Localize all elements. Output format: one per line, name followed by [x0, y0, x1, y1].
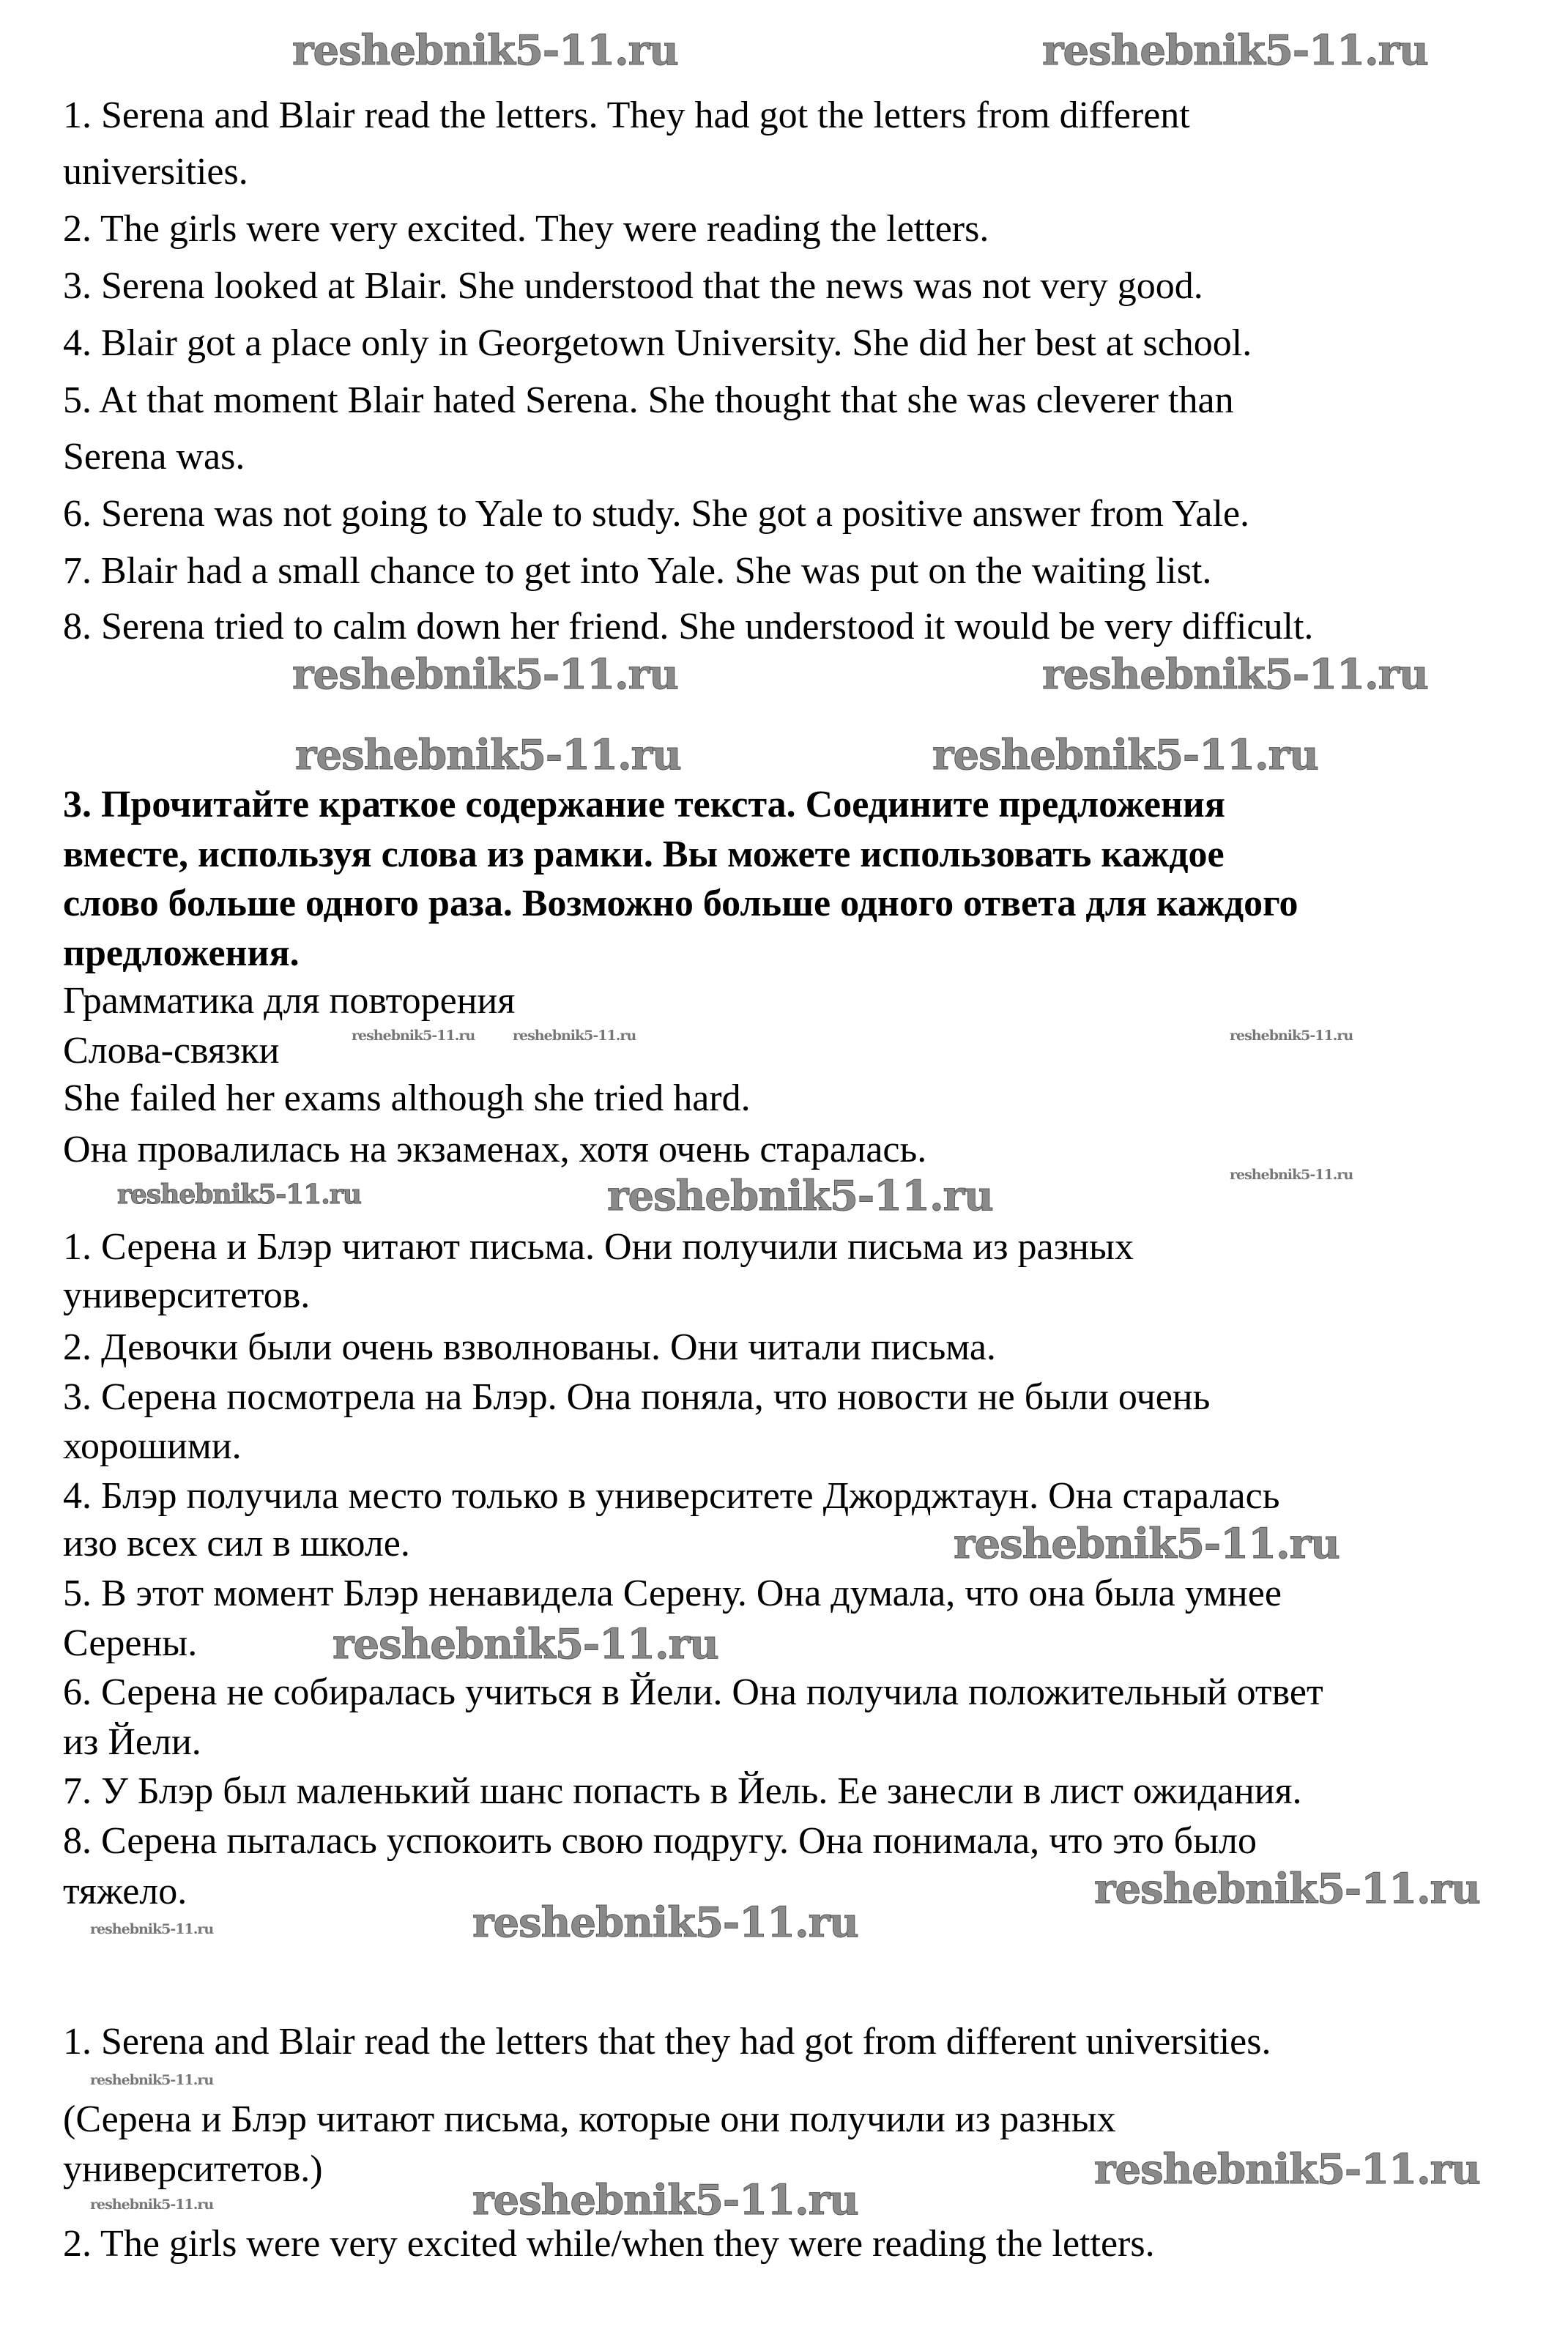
watermark: reshebnik5-11.ru	[472, 1898, 858, 1947]
grammar-note-line: Грамматика для повторения	[63, 980, 516, 1022]
exercise-sentence: universities.	[63, 151, 248, 193]
grammar-note-line: Слова-связки	[63, 1030, 280, 1072]
exercise-sentence: 4. Blair got a place only in Georgetown University. She did her best at school.	[63, 322, 1252, 364]
watermark: reshebnik5-11.ru	[932, 731, 1318, 779]
answer-sentence: (Серена и Блэр читают письма, которые они получили из разных	[63, 2098, 1116, 2140]
watermark: reshebnik5-11.ru	[292, 26, 678, 75]
watermark: reshebnik5-11.ru	[117, 1179, 361, 1210]
task-heading-line: предложения.	[63, 932, 300, 974]
grammar-note-line: Она провалилась на экзаменах, хотя очень старалась.	[63, 1129, 927, 1170]
watermark: reshebnik5-11.ru	[1094, 1865, 1480, 1913]
watermark: reshebnik5-11.ru	[954, 1520, 1340, 1568]
watermark: reshebnik5-11.ru	[332, 1620, 718, 1668]
translation-sentence: 7. У Блэр был маленький шанс попасть в Йель. Ее занесли в лист ожидания.	[63, 1770, 1302, 1812]
translation-sentence: 3. Серена посмотрела на Блэр. Она поняла, что новости не были очень	[63, 1376, 1211, 1418]
exercise-sentence: 2. The girls were very excited. They were reading the letters.	[63, 208, 989, 250]
watermark: reshebnik5-11.ru	[352, 1028, 475, 1044]
watermark: reshebnik5-11.ru	[607, 1172, 993, 1220]
watermark: reshebnik5-11.ru	[1042, 26, 1428, 75]
watermark: reshebnik5-11.ru	[513, 1028, 636, 1044]
exercise-sentence: 1. Serena and Blair read the letters. They had got the letters from different	[63, 94, 1190, 136]
watermark: reshebnik5-11.ru	[1094, 2145, 1480, 2194]
exercise-sentence: 6. Serena was not going to Yale to study. She got a positive answer from Yale.	[63, 493, 1250, 535]
grammar-note-line: She failed her exams although she tried hard.	[63, 1077, 751, 1119]
translation-sentence: 5. В этот момент Блэр ненавидела Серену. Она думала, что она была умнее	[63, 1573, 1282, 1614]
exercise-sentence: 8. Serena tried to calm down her friend. She understood it would be very difficult.	[63, 606, 1314, 647]
task-heading-line: 3. Прочитайте краткое содержание текста. Соедините предложения	[63, 784, 1226, 825]
translation-sentence: Серены.	[63, 1622, 198, 1664]
translation-sentence: из Йели.	[63, 1721, 201, 1763]
watermark: reshebnik5-11.ru	[90, 1921, 214, 1937]
answer-sentence: университетов.)	[63, 2148, 323, 2190]
translation-sentence: хорошими.	[63, 1425, 242, 1467]
exercise-sentence: Serena was.	[63, 436, 245, 478]
watermark: reshebnik5-11.ru	[295, 731, 681, 779]
watermark: reshebnik5-11.ru	[472, 2176, 858, 2224]
watermark: reshebnik5-11.ru	[1042, 650, 1428, 699]
translation-sentence: изо всех сил в школе.	[63, 1523, 410, 1564]
watermark: reshebnik5-11.ru	[1230, 1028, 1353, 1044]
translation-sentence: 1. Серена и Блэр читают письма. Они получили письма из разных	[63, 1226, 1134, 1268]
watermark: reshebnik5-11.ru	[90, 2072, 214, 2088]
translation-sentence: 2. Девочки были очень взволнованы. Они читали письма.	[63, 1326, 996, 1368]
translation-sentence: университетов.	[63, 1274, 311, 1316]
watermark: reshebnik5-11.ru	[90, 2197, 214, 2213]
translation-sentence: 6. Серена не собиралась учиться в Йели. Она получила положительный ответ	[63, 1671, 1323, 1713]
task-heading-line: слово больше одного раза. Возможно больше одного ответа для каждого	[63, 883, 1298, 924]
exercise-sentence: 7. Blair had a small chance to get into Yale. She was put on the waiting list.	[63, 550, 1212, 592]
translation-sentence: 8. Серена пыталась успокоить свою подругу. Она понимала, что это было	[63, 1820, 1257, 1862]
answer-sentence: 1. Serena and Blair read the letters that they had got from different universities.	[63, 2021, 1271, 2063]
task-heading-line: вместе, используя слова из рамки. Вы можете использовать каждое	[63, 834, 1225, 875]
translation-sentence: 4. Блэр получила место только в университете Джорджтаун. Она старалась	[63, 1475, 1280, 1517]
watermark: reshebnik5-11.ru	[292, 650, 678, 699]
exercise-sentence: 3. Serena looked at Blair. She understood that the news was not very good.	[63, 265, 1203, 307]
exercise-sentence: 5. At that moment Blair hated Serena. She thought that she was cleverer than	[63, 379, 1234, 421]
answer-sentence: 2. The girls were very excited while/when they were reading the letters.	[63, 2223, 1155, 2265]
watermark: reshebnik5-11.ru	[1230, 1167, 1353, 1183]
translation-sentence: тяжело.	[63, 1871, 187, 1912]
